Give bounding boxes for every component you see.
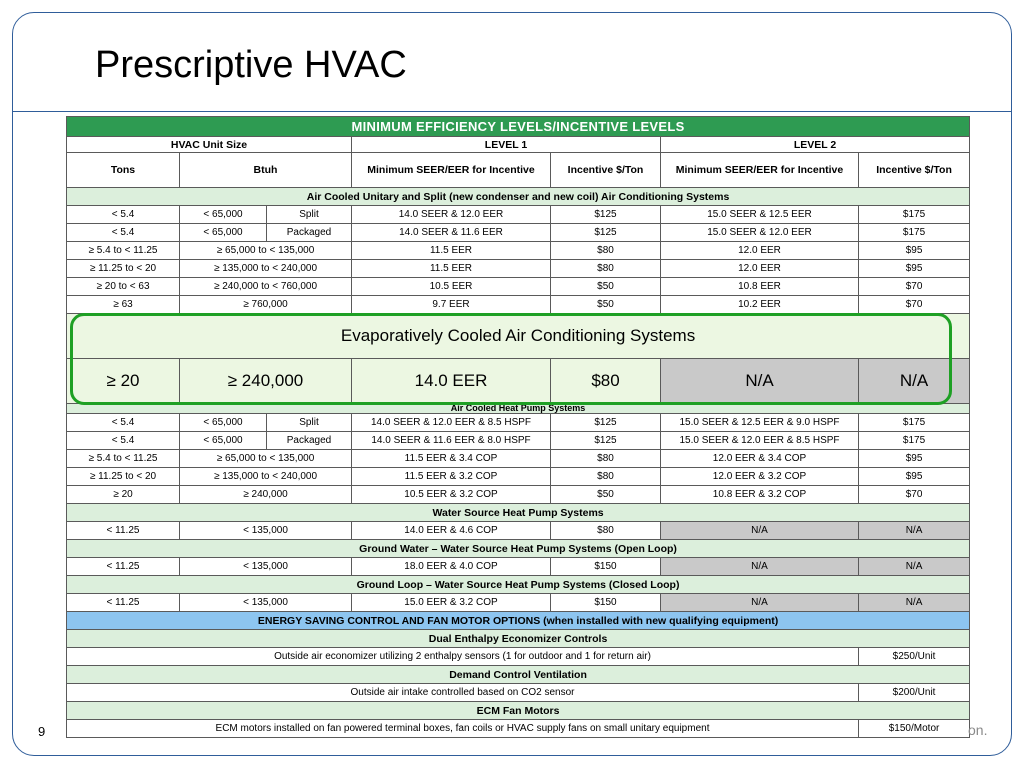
tons-cell: < 11.25: [67, 594, 180, 612]
i1-cell: $50: [551, 278, 661, 296]
table-row: [67, 224, 970, 242]
table-row: [67, 450, 970, 468]
l2-cell: 15.0 SEER & 12.5 EER: [661, 206, 859, 224]
btuh-cell: < 65,000: [180, 414, 267, 432]
tons-header: Tons: [67, 153, 180, 188]
i2-cell: $70: [859, 278, 970, 296]
option-amount: $150/Motor: [859, 720, 970, 738]
tons-cell: ≥ 20: [67, 359, 180, 404]
heat-pump-section-title: Air Cooled Heat Pump Systems: [67, 404, 970, 414]
i2-cell: $95: [859, 450, 970, 468]
l1-cell: 10.5 EER & 3.2 COP: [352, 486, 551, 504]
ecm-title: ECM Fan Motors: [67, 702, 970, 720]
btuh-cell: < 65,000: [180, 206, 267, 224]
btuh-cell: < 65,000: [180, 432, 267, 450]
l2-cell: N/A: [661, 359, 859, 404]
l1-cell: 11.5 EER: [352, 260, 551, 278]
i2-cell: $95: [859, 260, 970, 278]
btuh-cell: ≥ 760,000: [180, 296, 352, 314]
ground-water-section-title: Ground Water – Water Source Heat Pump Systems (Open Loop): [67, 540, 970, 558]
tons-cell: ≥ 20 to < 63: [67, 278, 180, 296]
option-description: Outside air intake controlled based on CO2 sensor: [67, 684, 859, 702]
tons-cell: ≥ 5.4 to < 11.25: [67, 450, 180, 468]
table-row: [67, 242, 970, 260]
l2-cell: 12.0 EER & 3.2 COP: [661, 468, 859, 486]
btuh-cell: ≥ 240,000: [180, 359, 352, 404]
i2-cell: N/A: [859, 558, 970, 576]
i1-cell: $80: [551, 359, 661, 404]
i1-cell: $80: [551, 468, 661, 486]
i1-cell: $80: [551, 242, 661, 260]
l2-incentive-header: Incentive $/Ton: [859, 153, 970, 188]
l1-cell: 14.0 SEER & 11.6 EER: [352, 224, 551, 242]
table-row: [67, 278, 970, 296]
energy-options-header: ENERGY SAVING CONTROL AND FAN MOTOR OPTIONS (when installed with new qualifying equipment): [67, 612, 970, 630]
table-main-header: MINIMUM EFFICIENCY LEVELS/INCENTIVE LEVELS: [67, 117, 970, 137]
btuh-cell: < 135,000: [180, 594, 352, 612]
type-cell: Split: [267, 206, 352, 224]
table-row: [67, 648, 970, 666]
tons-cell: ≥ 11.25 to < 20: [67, 468, 180, 486]
l1-cell: 11.5 EER & 3.4 COP: [352, 450, 551, 468]
btuh-cell: ≥ 135,000 to < 240,000: [180, 260, 352, 278]
l1-cell: 11.5 EER & 3.2 COP: [352, 468, 551, 486]
table-row: [67, 558, 970, 576]
table-row: [67, 414, 970, 432]
i1-cell: $125: [551, 414, 661, 432]
evap-row: [67, 359, 970, 404]
l2-cell: 15.0 SEER & 12.5 EER & 9.0 HSPF: [661, 414, 859, 432]
l2-cell: 10.8 EER & 3.2 COP: [661, 486, 859, 504]
table-row: [67, 206, 970, 224]
tons-cell: < 5.4: [67, 224, 180, 242]
level2-group-header: LEVEL 2: [661, 137, 970, 153]
air-cooled-section-title: Air Cooled Unitary and Split (new condenser and new coil) Air Conditioning Systems: [67, 188, 970, 206]
l2-cell: 10.8 EER: [661, 278, 859, 296]
table-row: [67, 594, 970, 612]
i2-cell: $95: [859, 468, 970, 486]
dcv-title: Demand Control Ventilation: [67, 666, 970, 684]
evap-section-title: Evaporatively Cooled Air Conditioning Systems: [67, 314, 970, 359]
option-description: Outside air economizer utilizing 2 enthalpy sensors (1 for outdoor and 1 for return air): [67, 648, 859, 666]
i1-cell: $50: [551, 486, 661, 504]
i1-cell: $125: [551, 206, 661, 224]
l1-cell: 15.0 EER & 3.2 COP: [352, 594, 551, 612]
l2-cell: 15.0 SEER & 12.0 EER: [661, 224, 859, 242]
i1-cell: $80: [551, 260, 661, 278]
l1-incentive-header: Incentive $/Ton: [551, 153, 661, 188]
tons-cell: < 11.25: [67, 522, 180, 540]
l2-seer-header: Minimum SEER/EER for Incentive: [661, 153, 859, 188]
btuh-cell: < 135,000: [180, 558, 352, 576]
tons-cell: ≥ 5.4 to < 11.25: [67, 242, 180, 260]
l1-cell: 14.0 SEER & 11.6 EER & 8.0 HSPF: [352, 432, 551, 450]
tons-cell: < 5.4: [67, 432, 180, 450]
table-row: [67, 684, 970, 702]
i1-cell: $50: [551, 296, 661, 314]
level1-group-header: LEVEL 1: [352, 137, 661, 153]
i2-cell: N/A: [859, 594, 970, 612]
table-row: [67, 296, 970, 314]
slide-title: Prescriptive HVAC: [95, 44, 407, 86]
i2-cell: $70: [859, 296, 970, 314]
type-cell: Packaged: [267, 224, 352, 242]
ground-loop-section-title: Ground Loop – Water Source Heat Pump Systems (Closed Loop): [67, 576, 970, 594]
l1-cell: 18.0 EER & 4.0 COP: [352, 558, 551, 576]
tons-cell: ≥ 20: [67, 486, 180, 504]
l1-cell: 9.7 EER: [352, 296, 551, 314]
l1-cell: 14.0 SEER & 12.0 EER: [352, 206, 551, 224]
type-cell: Split: [267, 414, 352, 432]
tons-cell: ≥ 11.25 to < 20: [67, 260, 180, 278]
efficiency-table: [66, 116, 970, 738]
l2-cell: 12.0 EER: [661, 260, 859, 278]
table-row: [67, 720, 970, 738]
title-divider: [13, 111, 1012, 112]
i2-cell: $95: [859, 242, 970, 260]
l1-cell: 11.5 EER: [352, 242, 551, 260]
btuh-header: Btuh: [180, 153, 352, 188]
l1-seer-header: Minimum SEER/EER for Incentive: [352, 153, 551, 188]
i2-cell: $175: [859, 432, 970, 450]
btuh-cell: < 65,000: [180, 224, 267, 242]
table-row: [67, 468, 970, 486]
btuh-cell: ≥ 65,000 to < 135,000: [180, 242, 352, 260]
l2-cell: 12.0 EER: [661, 242, 859, 260]
l2-cell: N/A: [661, 558, 859, 576]
type-cell: Packaged: [267, 432, 352, 450]
i1-cell: $150: [551, 558, 661, 576]
btuh-cell: < 135,000: [180, 522, 352, 540]
i2-cell: N/A: [859, 359, 970, 404]
i1-cell: $80: [551, 522, 661, 540]
tons-cell: < 11.25: [67, 558, 180, 576]
i1-cell: $150: [551, 594, 661, 612]
i1-cell: $125: [551, 432, 661, 450]
tons-cell: < 5.4: [67, 414, 180, 432]
btuh-cell: ≥ 240,000: [180, 486, 352, 504]
option-amount: $250/Unit: [859, 648, 970, 666]
l2-cell: N/A: [661, 594, 859, 612]
btuh-cell: ≥ 240,000 to < 760,000: [180, 278, 352, 296]
i1-cell: $80: [551, 450, 661, 468]
l2-cell: 10.2 EER: [661, 296, 859, 314]
l2-cell: N/A: [661, 522, 859, 540]
i2-cell: N/A: [859, 522, 970, 540]
table-row: [67, 522, 970, 540]
l2-cell: 12.0 EER & 3.4 COP: [661, 450, 859, 468]
tons-cell: ≥ 63: [67, 296, 180, 314]
tons-cell: < 5.4: [67, 206, 180, 224]
l1-cell: 14.0 EER: [352, 359, 551, 404]
option-description: ECM motors installed on fan powered terminal boxes, fan coils or HVAC supply fans on small unitary equipment: [67, 720, 859, 738]
l2-cell: 15.0 SEER & 12.0 EER & 8.5 HSPF: [661, 432, 859, 450]
option-amount: $200/Unit: [859, 684, 970, 702]
i1-cell: $125: [551, 224, 661, 242]
size-group-header: HVAC Unit Size: [67, 137, 352, 153]
btuh-cell: ≥ 135,000 to < 240,000: [180, 468, 352, 486]
i2-cell: $175: [859, 224, 970, 242]
i2-cell: $175: [859, 206, 970, 224]
table-row: [67, 432, 970, 450]
btuh-cell: ≥ 65,000 to < 135,000: [180, 450, 352, 468]
logo-fragment: on.: [968, 722, 988, 738]
page-number: 9: [38, 724, 46, 739]
table-row: [67, 486, 970, 504]
l1-cell: 14.0 SEER & 12.0 EER & 8.5 HSPF: [352, 414, 551, 432]
dual-enthalpy-title: Dual Enthalpy Economizer Controls: [67, 630, 970, 648]
l1-cell: 10.5 EER: [352, 278, 551, 296]
i2-cell: $70: [859, 486, 970, 504]
water-source-section-title: Water Source Heat Pump Systems: [67, 504, 970, 522]
l1-cell: 14.0 EER & 4.6 COP: [352, 522, 551, 540]
i2-cell: $175: [859, 414, 970, 432]
table-row: [67, 260, 970, 278]
